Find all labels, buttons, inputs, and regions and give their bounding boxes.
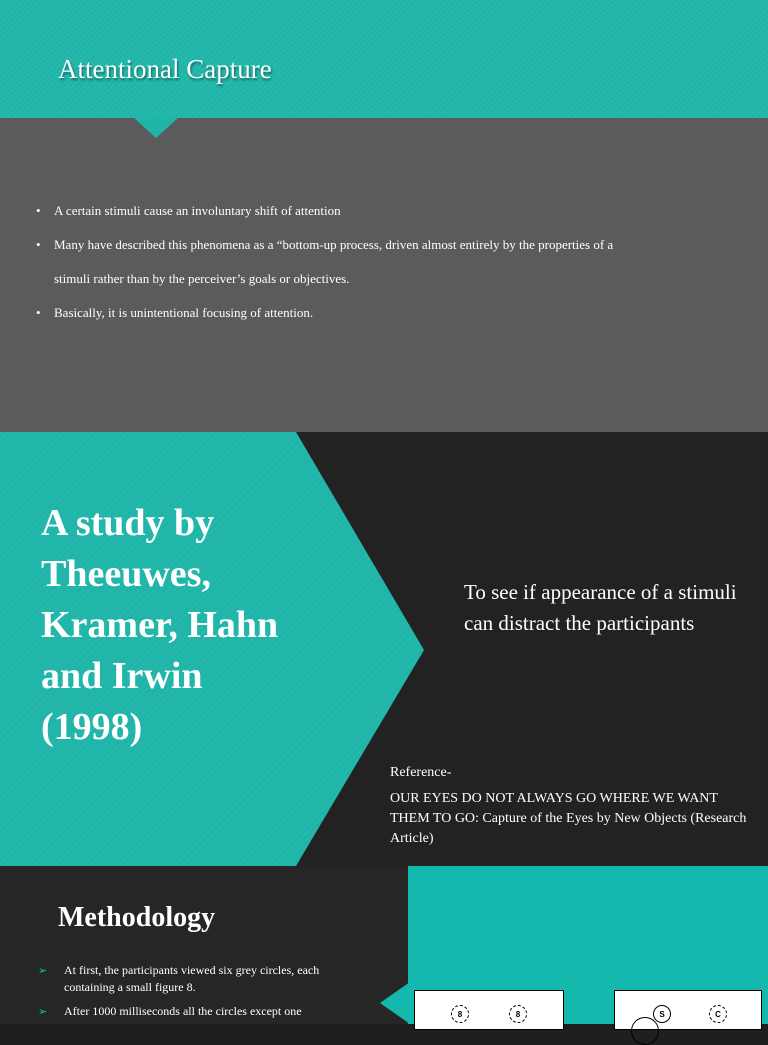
slide-study <box>0 432 768 866</box>
reference-text: OUR EYES DO NOT ALWAYS GO WHERE WE WANT THEM TO GO: Capture of the Eyes by New Objects (Research Article) <box>390 791 747 846</box>
bullet-icon: • <box>36 237 41 252</box>
bullet-continuation <box>36 262 736 296</box>
methodology-title: Methodology <box>58 902 216 933</box>
grey-circle: 8 <box>451 1005 469 1023</box>
stimulus-figure-1 <box>414 990 564 1030</box>
grey-circle: C <box>709 1005 727 1023</box>
bullet-icon: • <box>36 305 41 320</box>
methodology-text: At first, the participants viewed six grey circles, each containing a small figure 8. <box>64 963 320 994</box>
study-heading: A study by Theeuwes, Kramer, Hahn and Irwin (1998) <box>41 502 279 748</box>
stimulus-figure-2 <box>614 990 762 1030</box>
methodology-item <box>38 962 338 996</box>
grey-circle: 8 <box>509 1005 527 1023</box>
slide-attentional-capture <box>0 0 768 432</box>
bullet-text: A certain stimuli cause an involuntary shift of attention <box>54 203 341 218</box>
slide-body <box>0 118 768 432</box>
header-notch-shape <box>0 118 200 142</box>
methodology-list <box>38 962 338 1027</box>
target-circle: S <box>653 1005 671 1023</box>
panel-pointer-shape <box>376 982 410 1024</box>
reference-label: Reference- <box>390 765 452 780</box>
bullet-text: stimuli rather than by the perceiver’s goals or objectives. <box>54 271 350 286</box>
arrow-bullet-icon: ➢ <box>38 965 48 977</box>
bullet-text: Many have described this phenomena as a “bottom-up process, driven almost entirely by the properties of a <box>54 237 614 252</box>
slide-title: Attentional Capture <box>58 54 272 84</box>
bullet-text: Basically, it is unintentional focusing of attention. <box>54 305 314 320</box>
slide-methodology <box>0 866 768 1024</box>
study-aim: To see if appearance of a stimuli can distract the participants <box>464 580 737 635</box>
methodology-item <box>38 1003 338 1020</box>
new-object-circle <box>631 1017 659 1045</box>
arrow-bullet-icon: ➢ <box>38 1006 48 1018</box>
bullet-item <box>36 194 736 228</box>
bullet-icon: • <box>36 203 41 218</box>
methodology-text: After 1000 milliseconds all the circles except one <box>64 1004 302 1018</box>
bullet-item <box>36 296 736 330</box>
bullet-item <box>36 228 736 262</box>
slide-header <box>0 0 768 118</box>
bullet-list <box>36 194 736 330</box>
